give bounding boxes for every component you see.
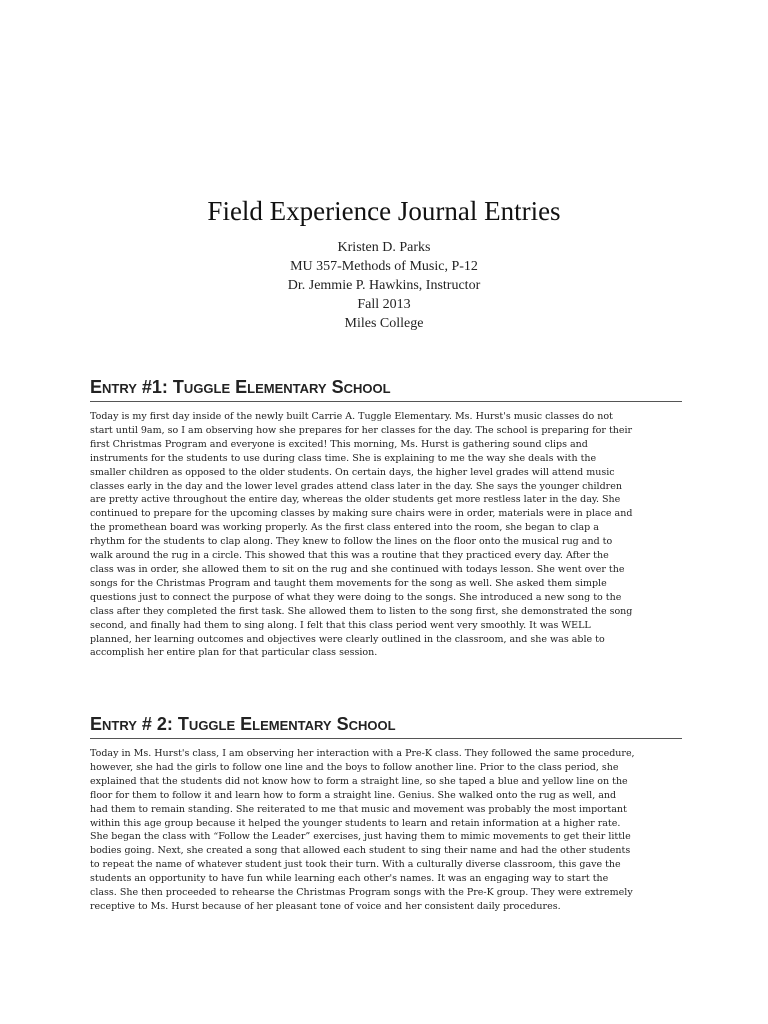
entry-2-body	[90, 747, 682, 914]
entry-1-line: planned, her learning outcomes and objectives were clearly outlined in the classroom, and she was able to	[90, 633, 605, 645]
entry-1-line: classes early in the day and the lower level grades attend class later in the day. She says the younger children	[90, 480, 622, 492]
entry-2-line: class. She then proceeded to rehearse the Christmas Program songs with the Pre-K group. They were extremely	[90, 887, 633, 899]
entry-1-line: continued to prepare for the upcoming classes by making sure chairs were in order, materials were in place and	[90, 508, 633, 520]
entry-1-line: questions just to connect the purpose of what they were doing to the songs. She introduced a new song to the	[90, 591, 622, 603]
instructor-name: Dr. Jemmie P. Hawkins, Instructor	[287, 278, 481, 293]
entry-1-line: start until 9am, so I am observing how she prepares for her classes for the day. The school is preparing for their	[90, 424, 633, 436]
entry-1-heading: Entry #1: Tuggle Elementary School	[90, 376, 682, 402]
entry-1-line: rhythm for the students to clap along. They knew to follow the lines on the floor onto the musical rug and to	[90, 536, 613, 548]
entry-2-line: within this age group because it helped the younger students to learn and retain information at a higher rate.	[90, 817, 621, 829]
entry-1-line: the promethean board was working properly. As the first class entered into the room, she began to clap a	[90, 522, 599, 534]
entry-1-section	[90, 376, 682, 660]
entry-2-line: explained that the students did not know how to form a straight line, so she taped a blue and yellow line on the	[90, 775, 628, 787]
entry-2-line: floor for them to follow it and learn how to form a straight line. Genius. She walked onto the rug as well, and	[90, 789, 617, 801]
entry-1-line: accomplish her entire plan for that particular class session.	[90, 647, 378, 659]
author-name: Kristen D. Parks	[337, 240, 431, 255]
entry-2-line: students an opportunity to have fun while learning each other's names. It was an engaging way to start the	[90, 873, 609, 885]
entry-2-line: She began the class with “Follow the Leader” exercises, just having them to mimic movements to get their little	[90, 831, 631, 843]
entry-1-line: walk around the rug in a circle. This showed that this was a routine that they practiced every day. After the	[90, 550, 609, 562]
entry-1-line: songs for the Christmas Program and taught them movements for the song as well. She asked them simple	[90, 577, 607, 589]
course-name: MU 357-Methods of Music, P-12	[290, 259, 478, 274]
author-block	[0, 238, 768, 333]
term: Fall 2013	[357, 297, 411, 312]
entry-2-line: however, she had the girls to follow one line and the boys to follow another line. Prior to the class period, she	[90, 761, 619, 773]
entry-1-line: Today is my first day inside of the newly built Carrie A. Tuggle Elementary. Ms. Hurst's music classes do not	[90, 411, 613, 422]
entry-1-line: instruments for the students to use during class time. She is explaining to me the way she deals with the	[90, 452, 597, 464]
entry-1-line: smaller children as opposed to the older students. On certain days, the higher level grades will attend music	[90, 466, 615, 478]
entry-2-line: receptive to Ms. Hurst because of her pleasant tone of voice and her consistent daily procedures.	[90, 900, 561, 912]
entry-2-line: had them to remain standing. She reiterated to me that music and movement was probably the most important	[90, 803, 627, 815]
entry-1-body	[90, 410, 682, 660]
entry-1-line: are pretty active throughout the entire day, whereas the older students get more restless later in the day. She	[90, 494, 621, 506]
entry-2-line: Today in Ms. Hurst's class, I am observing her interaction with a Pre-K class. They followed the same procedure,	[90, 748, 635, 759]
school-name: Miles College	[344, 316, 424, 331]
entry-1-line: class was in order, she allowed them to sit on the rug and she continued with todays lesson. She went over the	[90, 563, 625, 575]
entry-1-line: first Christmas Program and everyone is excited! This morning, Ms. Hurst is gathering sound clips and	[90, 438, 588, 450]
entry-1-line: second, and finally had them to sing along. I felt that this class period went very smoothly. It was WELL	[90, 619, 591, 631]
entry-2-section	[90, 713, 682, 914]
entry-2-line: bodies going. Next, she created a song that allowed each student to sing their name and had the other students	[90, 845, 631, 857]
entry-2-heading: Entry # 2: Tuggle Elementary School	[90, 713, 682, 739]
entry-2-line: to repeat the name of whatever student just took their turn. With a culturally diverse classroom, this gave the	[90, 859, 621, 871]
document-title: Field Experience Journal Entries	[207, 196, 561, 226]
entry-1-line: class after they completed the first task. She allowed them to listen to the song first, she demonstrated the song	[90, 605, 633, 617]
